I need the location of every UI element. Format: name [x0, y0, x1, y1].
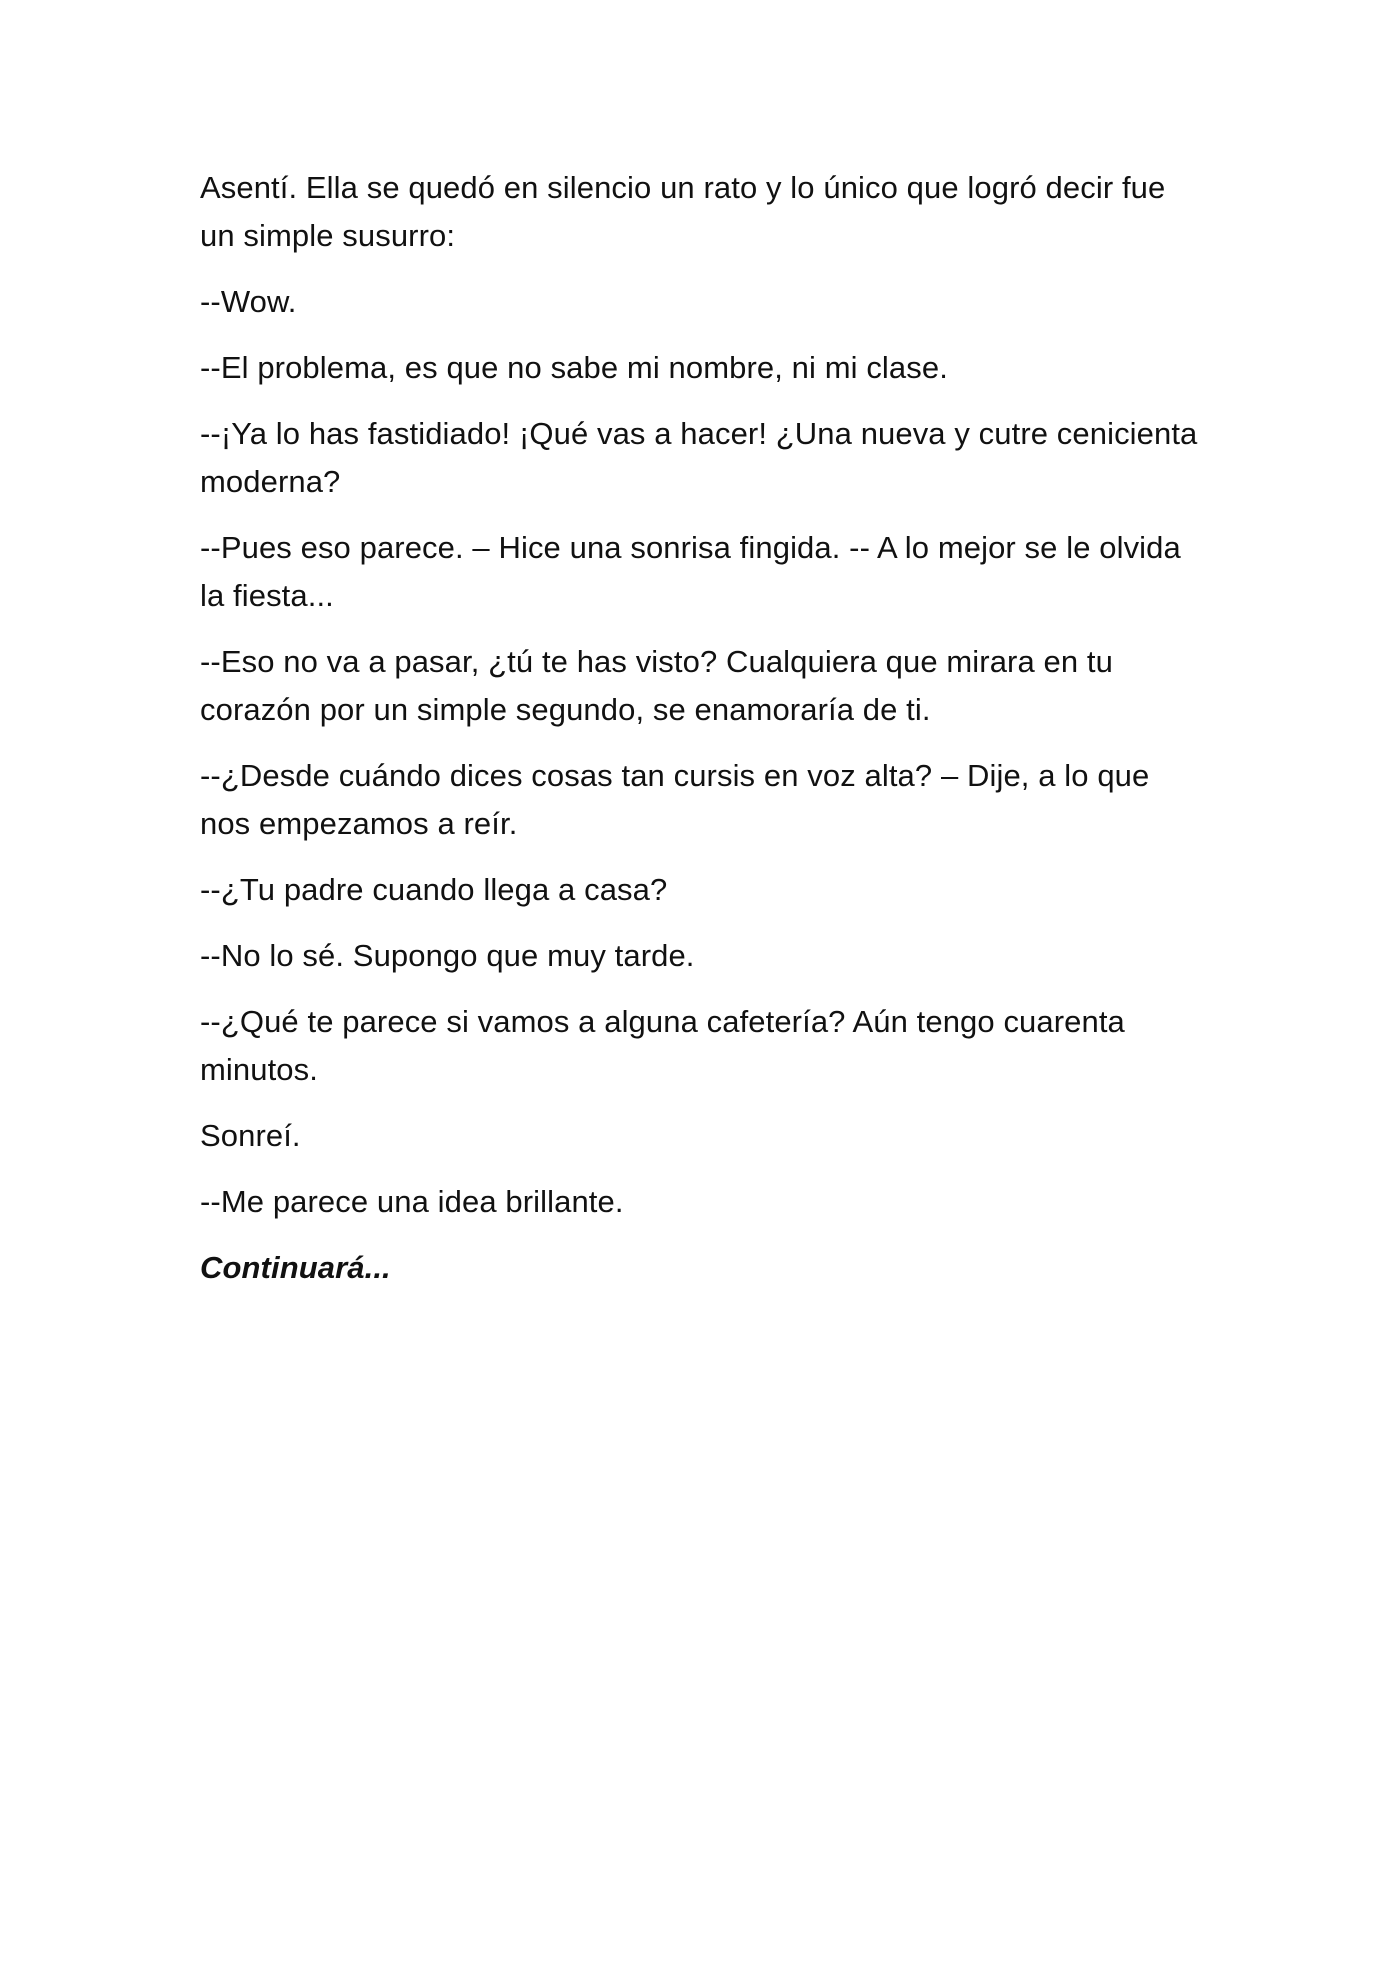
paragraph: --¿Tu padre cuando llega a casa?	[200, 872, 668, 907]
paragraph: --Me parece una idea brillante.	[200, 1184, 624, 1219]
paragraph: --¡Ya lo has fastidiado! ¡Qué vas a hacer! ¿Una nueva y cutre cenicienta moderna?	[200, 416, 1198, 499]
paragraph: Sonreí.	[200, 1118, 301, 1153]
paragraph: Asentí. Ella se quedó en silencio un rato y lo único que logró decir fue un simple susurro:	[200, 170, 1166, 253]
paragraph: --Eso no va a pasar, ¿tú te has visto? Cualquiera que mirara en tu corazón por un simple segundo, se enamoraría de ti.	[200, 644, 1113, 727]
paragraph: --Wow.	[200, 284, 297, 319]
paragraph: --¿Qué te parece si vamos a alguna cafetería? Aún tengo cuarenta minutos.	[200, 1004, 1125, 1087]
paragraph: --Pues eso parece. – Hice una sonrisa fingida. -- A lo mejor se le olvida la fiesta...	[200, 530, 1181, 613]
paragraph: --No lo sé. Supongo que muy tarde.	[200, 938, 695, 973]
paragraph: --El problema, es que no sabe mi nombre, ni mi clase.	[200, 350, 948, 385]
paragraph: --¿Desde cuándo dices cosas tan cursis en voz alta? – Dije, a lo que nos empezamos a reír.	[200, 758, 1150, 841]
document-body	[200, 164, 1200, 1310]
continuation-note: Continuará...	[200, 1250, 391, 1285]
